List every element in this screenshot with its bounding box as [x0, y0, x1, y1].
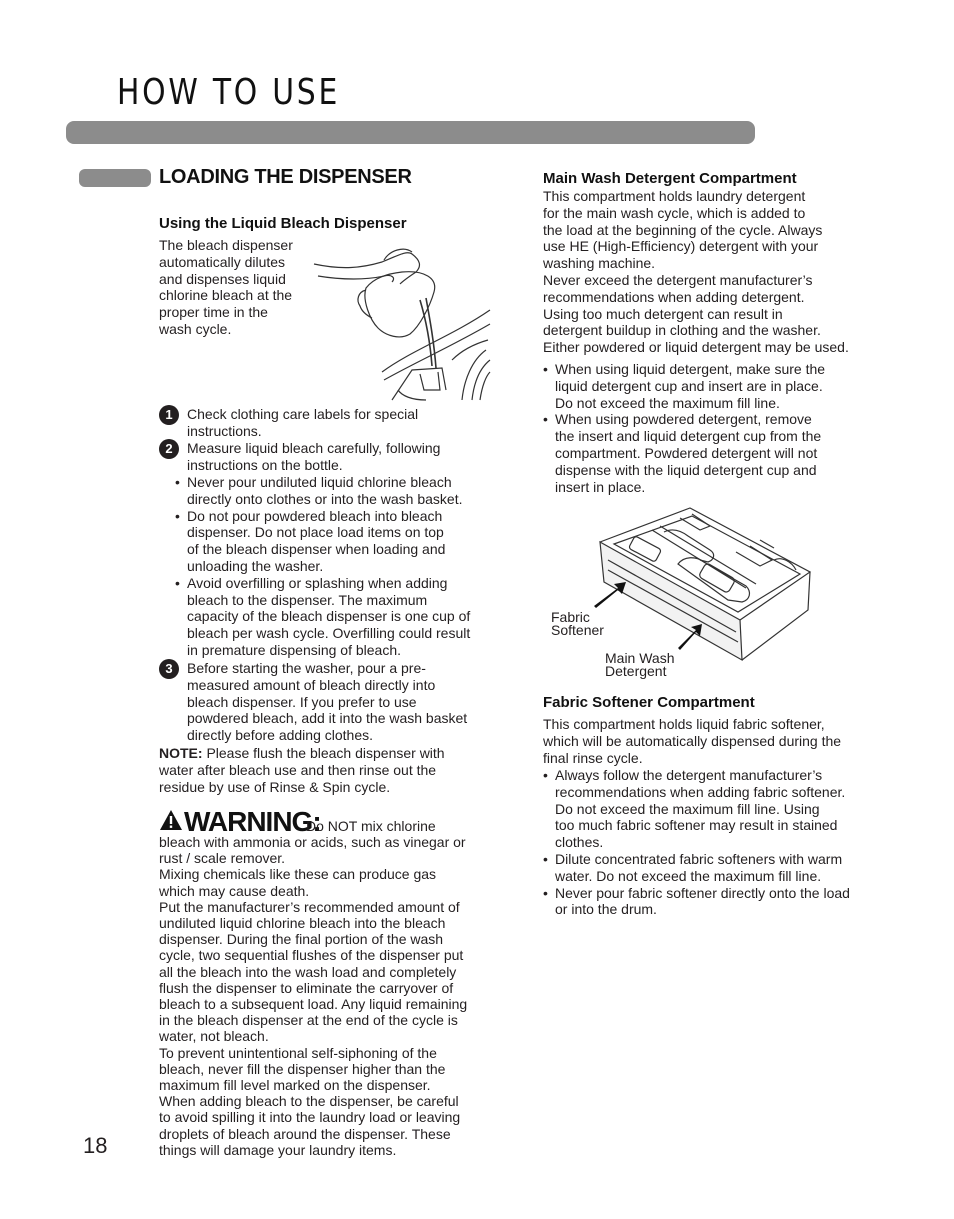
page-number: 18 [83, 1133, 108, 1158]
main-wash-heading: Main Wash Detergent Compartment [543, 170, 797, 187]
step-number-2: 2 [159, 439, 179, 459]
list-item: • When using powdered detergent, remove the insert and liquid detergent cup from the compartment. Powdered detergent will not dispense with the liquid detergent cup and insert in place. [543, 411, 883, 495]
bleach-heading: Using the Liquid Bleach Dispenser [159, 215, 407, 232]
main-wash-detergent-label: Main Wash Detergent [605, 650, 675, 679]
section-title: LOADING THE DISPENSER [159, 166, 412, 188]
pouring-bleach-illustration [312, 240, 492, 402]
step-number-3: 3 [159, 659, 179, 679]
note-label: NOTE: [159, 745, 203, 761]
warning-text: bleach with ammonia or acids, such as vinegar or rust / scale remover. Mixing chemicals like these can produce gas which may cause death. Put the manufacturer’s recommended amount of undiluted liquid chlorine bleach into the bleach dispenser. During the final portion of the wash cycle, two sequential flushes of the dispenser put all the bleach into the wash load and completely flush the dispenser to eliminate the carryover of bleach to a subsequent load. Any liquid remaining in the bleach dispenser at the end of the cycle is water, not bleach. To prevent unintentional self-siphoning of the bleach, never fill the dispenser higher than the maximum fill level marked on the dispenser. When adding bleach to the dispenser, be careful to avoid spilling it into the laundry load or leaving droplets of bleach around the dispenser. These things will damage your laundry items. [159, 834, 468, 1158]
step-1-text: Check clothing care labels for special instructions. [187, 406, 419, 439]
dispenser-drawer-diagram [560, 500, 820, 670]
list-item: • Never pour undiluted liquid chlorine bleach directly onto clothes or into the wash basket. [175, 474, 495, 508]
fabric-softener-bullet-list [543, 767, 888, 918]
section-marker [79, 169, 151, 187]
main-wash-text: This compartment holds laundry detergent for the main wash cycle, which is added to the load at the beginning of the cycle. Always use HE (High-Efficiency) detergent with your washing machine. Never exceed the detergent manufacturer’s recommendations when adding detergent. Using too much detergent can result in detergent buildup in clothing and the washer. Either powdered or liquid detergent may be used. [543, 188, 849, 356]
main-wash-bullet-list [543, 361, 883, 495]
list-item: • Dilute concentrated fabric softeners with warm water. Do not exceed the maximum fill line. [543, 851, 888, 885]
list-item: • Always follow the detergent manufacturer’s recommendations when adding fabric softener. Do not exceed the maximum fill line. Using too much fabric softener may result in stained clothes. [543, 767, 888, 851]
fabric-softener-text: This compartment holds liquid fabric softener, which will be automatically dispensed during the final rinse cycle. [543, 716, 842, 766]
warning-word: WARNING: [184, 806, 321, 837]
header-bar [66, 121, 755, 144]
bleach-bullet-list [175, 474, 495, 659]
list-item: • Avoid overfilling or splashing when adding bleach to the dispenser. The maximum capacity of the bleach dispenser is one cup of bleach per wash cycle. Overfilling could result in premature dispensing of bleach. [175, 575, 495, 659]
fabric-softener-heading: Fabric Softener Compartment [543, 694, 755, 711]
page-header-title: HOW TO USE [117, 72, 341, 113]
step-number-1: 1 [159, 405, 179, 425]
step-2-text: Measure liquid bleach carefully, following instructions on the bottle. [187, 440, 441, 473]
warning-triangle-icon [159, 809, 183, 831]
warning-first-line: Do NOT mix chlorine [306, 818, 436, 834]
fabric-softener-label: Fabric Softener [551, 609, 604, 638]
list-item: • Do not pour powdered bleach into bleach dispenser. Do not place load items on top of the bleach dispenser when loading and unloading the washer. [175, 508, 495, 575]
step-3-text: Before starting the washer, pour a pre- measured amount of bleach directly into bleach dispenser. If you prefer to use powdered bleach, add it into the wash basket directly before adding clothes. [187, 660, 468, 744]
bleach-intro: The bleach dispenser automatically dilutes and dispenses liquid chlorine bleach at the proper time in the wash cycle. [159, 237, 293, 337]
list-item: • When using liquid detergent, make sure the liquid detergent cup and insert are in place. Do not exceed the maximum fill line. [543, 361, 883, 411]
note-block: NOTE: Please flush the bleach dispenser with water after bleach use and then rinse out the residue by use of Rinse & Spin cycle. [159, 745, 445, 795]
list-item: • Never pour fabric softener directly onto the load or into the drum. [543, 885, 888, 919]
